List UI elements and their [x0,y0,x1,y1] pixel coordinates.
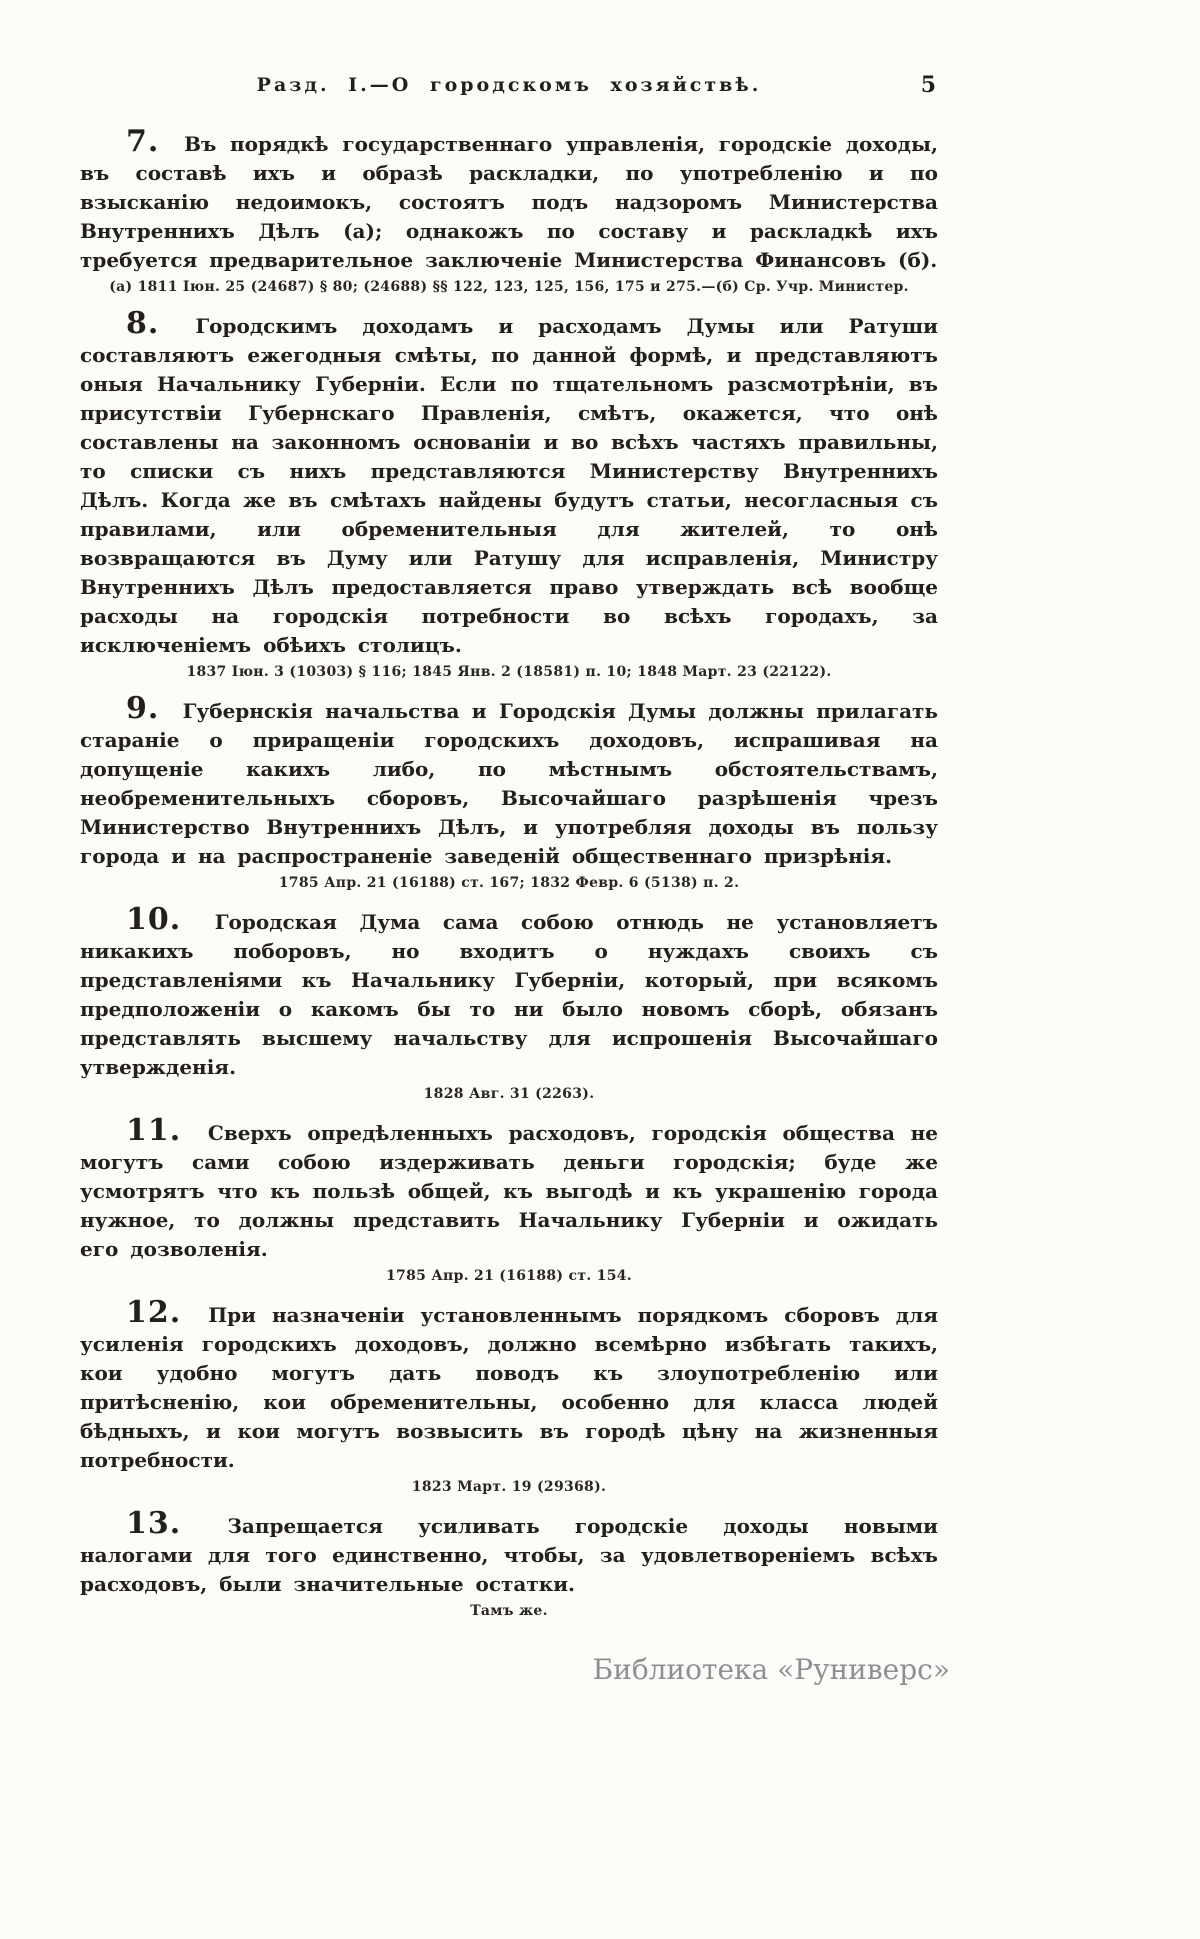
article [80,1506,938,1619]
article-paragraph [80,124,938,275]
article-text: Запрещается усиливать городскіе доходы новыми налогами для того единственно, чтобы, за удовлетвореніемъ всѣхъ расходовъ, были значительные остатки. [80,1514,938,1596]
article-number: 10. [126,902,182,937]
article-citation: 1837 Іюн. 3 (10303) § 116; 1845 Янв. 2 (18581) п. 10; 1848 Март. 23 (22122). [186,664,832,680]
article-paragraph [80,902,938,1082]
article-number: 11. [126,1113,182,1148]
page-number: 5 [920,72,936,98]
article-paragraph [80,306,938,660]
article [80,1113,938,1284]
article-paragraph [80,1506,938,1599]
article-text: Городская Дума сама собою отнюдь не установляетъ никакихъ поборовъ, но входитъ о нуждахъ своихъ съ представленіями къ Начальнику Губерніи, который, при всякомъ предположеніи о какомъ бы то ни было новомъ сборѣ, обязанъ представлять высшему начальству для испрошенія Высочайшаго утвержденія. [80,910,938,1079]
page-header [80,74,938,96]
article-citation: 1828 Авг. 31 (2263). [423,1086,595,1102]
article-list [80,124,938,1619]
article [80,902,938,1102]
article-text: Въ порядкѣ государственнаго управленія, городскіе доходы, въ составѣ ихъ и образѣ раскладки, по употребленію и по взысканію недоимокъ, состоятъ подъ надзоромъ Министерства Внутреннихъ Дѣлъ (а); однакожъ по составу и раскладкѣ ихъ требуется предварительное заключеніе Министерства Финансовъ (б). [80,132,938,272]
article [80,306,938,680]
article-text: Сверхъ опредѣленныхъ расходовъ, городскія общества не могутъ сами собою издерживать деньги городскія; буде же усмотрятъ что къ пользѣ общей, къ выгодѣ и къ украшенію города нужное, то должны представить Начальнику Губерніи и ожидать его дозволенія. [80,1121,938,1261]
article [80,124,938,295]
article-citation: 1823 Март. 19 (29368). [411,1479,607,1495]
article-paragraph [80,691,938,871]
article [80,691,938,891]
article-paragraph [80,1295,938,1475]
article-citation: 1785 Апр. 21 (16188) ст. 167; 1832 Февр. 6 (5138) п. 2. [278,875,740,891]
article-number: 7. [126,124,160,159]
page-content [80,72,950,1686]
article-citation: 1785 Апр. 21 (16188) ст. 154. [386,1268,632,1284]
article-text: Городскимъ доходамъ и расходамъ Думы или Ратуши составляютъ ежегодныя смѣты, по данной формѣ, и представляютъ оныя Начальнику Губерніи. Если по тщательномъ разсмотрѣніи, въ присутствіи Губернскаго Правленія, смѣтъ, окажется, что онѣ составлены на законномъ основаніи и во всѣхъ частяхъ правильны, то списки съ нихъ представляются Министерству Внутреннихъ Дѣлъ. Когда же въ смѣтахъ найдены будутъ статьи, несогласныя съ правилами, или обременительныя для жителей, то онѣ возвращаются въ Думу или Ратушу для исправленія, Министру Внутреннихъ Дѣлъ предоставляется право утверждать всѣ вообще расходы на городскія потребности во всѣхъ городахъ, за исключеніемъ обѣихъ столицъ. [80,314,938,657]
running-title: Разд. I.—О городскомъ хозяйствѣ. [256,74,762,96]
article-number: 8. [126,306,160,341]
article-citation: Тамъ же. [470,1603,548,1619]
article-number: 12. [126,1295,182,1330]
article-text: При назначеніи установленнымъ порядкомъ сборовъ для усиленія городскихъ доходовъ, должно всемѣрно избѣгать такихъ, кои удобно могутъ дать поводъ къ злоупотребленію или притѣсненію, кои обременительны, особенно для класса людей бѣдныхъ, и кои могутъ возвысить въ городѣ цѣну на жизненныя потребности. [80,1303,938,1472]
article-citation: (а) 1811 Іюн. 25 (24687) § 80; (24688) §§ 122, 123, 125, 156, 175 и 275.—(б) Ср. Учр. Министер. [109,279,909,295]
article-number: 13. [126,1506,182,1541]
library-watermark: Библиотека «Руниверс» [592,1653,950,1686]
article [80,1295,938,1495]
article-number: 9. [126,691,160,726]
article-text: Губернскія начальства и Городскія Думы должны прилагать стараніе о приращеніи городскихъ доходовъ, испрашивая на допущеніе какихъ либо, по мѣстнымъ обстоятельствамъ, необременительныхъ сборовъ, Высочайшаго разрѣшенія чрезъ Министерство Внутреннихъ Дѣлъ, и употребляя доходы въ пользу города и на распространеніе заведеній общественнаго призрѣнія. [80,699,938,868]
article-paragraph [80,1113,938,1264]
